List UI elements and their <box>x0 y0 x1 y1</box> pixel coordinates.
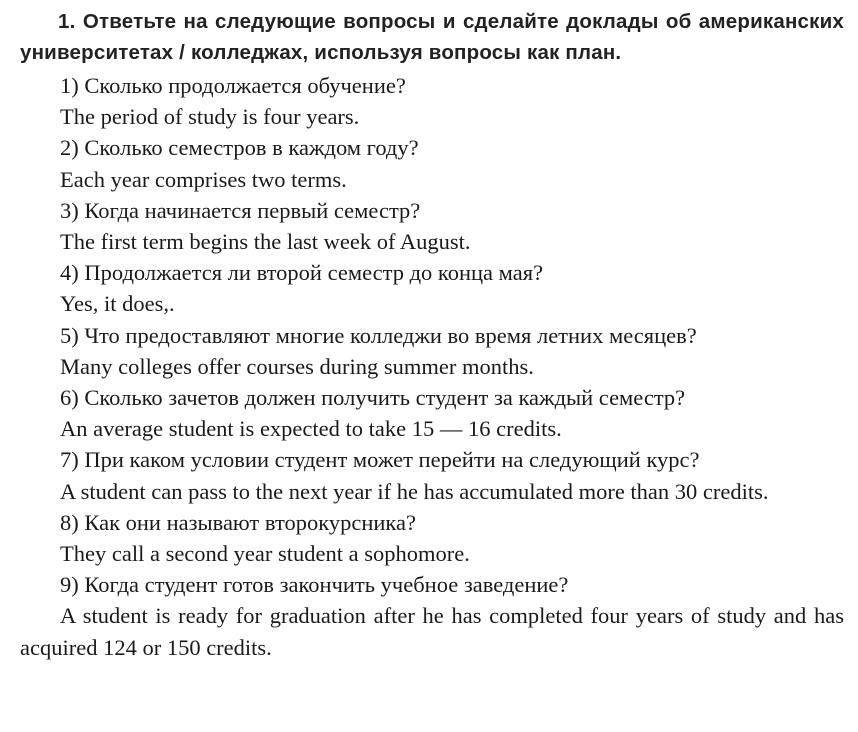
question-answer-list <box>20 70 844 663</box>
question-3: 3) Когда начинается первый семестр? <box>60 197 421 223</box>
answer-6: An average student is expected to take 15 — 16 credits. <box>60 416 562 442</box>
exercise-instruction: Ответьте на следующие вопросы и сделайте доклады об американских университетах / колледжах, используя вопросы как план. <box>20 10 844 64</box>
answer-5: Many colleges offer courses during summer months. <box>60 353 534 379</box>
question-8: 8) Как они называют второкурсника? <box>60 509 416 535</box>
question-4: 4) Продолжается ли второй семестр до конца мая? <box>60 260 544 286</box>
exercise-number: 1. <box>58 10 76 33</box>
question-6: 6) Сколько зачетов должен получить студент за каждый семестр? <box>60 385 686 411</box>
question-9: 9) Когда студент готов закончить учебное заведение? <box>60 572 569 598</box>
question-2: 2) Сколько семестров в каждом году? <box>60 135 419 161</box>
question-7: 7) При каком условии студент может перейти на следующий курс? <box>60 447 700 473</box>
answer-2: Each year comprises two terms. <box>60 166 347 192</box>
answer-4: Yes, it does,. <box>60 291 175 317</box>
answer-9: A student is ready for graduation after he has completed four years of study and has acquired 124 or 150 credits. <box>20 603 844 660</box>
question-5: 5) Что предоставляют многие колледжи во время летних месяцев? <box>60 322 697 348</box>
answer-7: A student can pass to the next year if he has accumulated more than 30 credits. <box>60 478 769 504</box>
answer-8: They call a second year student a sophomore. <box>60 541 470 567</box>
question-1: 1) Сколько продолжается обучение? <box>60 73 406 98</box>
exercise-heading <box>20 6 844 68</box>
answer-3: The first term begins the last week of August. <box>60 229 471 255</box>
answer-1: The period of study is four years. <box>60 104 360 130</box>
